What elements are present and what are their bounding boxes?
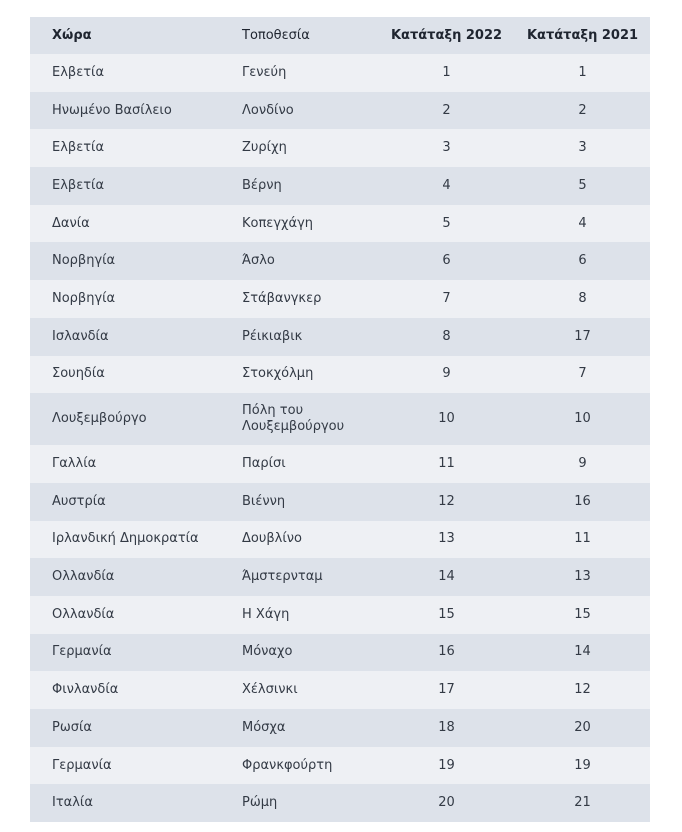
cell-rank-2021: 13 bbox=[574, 569, 591, 585]
cell-rank-2022: 7 bbox=[442, 290, 451, 306]
cell-location: Κοπεγχάγη bbox=[242, 215, 314, 231]
cell-rank-2022: 14 bbox=[438, 569, 455, 585]
cell-rank-2021: 2 bbox=[578, 102, 587, 118]
cell-country: Λουξεμβούργο bbox=[52, 411, 147, 427]
cell-country: Ολλανδία bbox=[52, 569, 115, 585]
cell-rank-2022: 17 bbox=[438, 682, 455, 698]
cell-rank-2022: 4 bbox=[442, 177, 451, 193]
table-body bbox=[30, 54, 650, 822]
cell-rank-2022: 20 bbox=[438, 795, 455, 811]
cell-location: Χέλσινκι bbox=[242, 682, 298, 698]
cell-location: Ρώμη bbox=[242, 795, 278, 811]
cell-rank-2021: 14 bbox=[574, 644, 591, 660]
cell-country: Γερμανία bbox=[52, 644, 112, 660]
cell-rank-2022: 8 bbox=[442, 328, 451, 344]
table-row bbox=[30, 634, 650, 672]
cell-rank-2021: 5 bbox=[578, 177, 587, 193]
table-row bbox=[30, 596, 650, 634]
table-row bbox=[30, 54, 650, 92]
cell-country: Ελβετία bbox=[52, 64, 105, 80]
cell-rank-2022: 15 bbox=[438, 606, 455, 622]
cell-country: Ελβετία bbox=[52, 177, 105, 193]
cell-rank-2022: 3 bbox=[442, 140, 451, 156]
rankings-table bbox=[30, 17, 650, 822]
table-row bbox=[30, 205, 650, 243]
header-rank-2021: Κατάταξη 2021 bbox=[526, 27, 639, 43]
cell-rank-2022: 10 bbox=[438, 411, 455, 427]
table-row bbox=[30, 356, 650, 394]
cell-location: Άμστερνταμ bbox=[242, 569, 323, 585]
table-row bbox=[30, 483, 650, 521]
table-row bbox=[30, 558, 650, 596]
cell-location: Πόλη του Λουξεμβούργου bbox=[242, 403, 345, 435]
cell-rank-2021: 19 bbox=[574, 757, 591, 773]
cell-rank-2021: 16 bbox=[574, 493, 591, 509]
cell-rank-2022: 2 bbox=[442, 102, 451, 118]
cell-rank-2022: 19 bbox=[438, 757, 455, 773]
table-row bbox=[30, 671, 650, 709]
cell-country: Ιρλανδική Δημοκρατία bbox=[52, 531, 199, 547]
cell-rank-2021: 11 bbox=[574, 531, 591, 547]
header-rank-2022: Κατάταξη 2022 bbox=[390, 27, 503, 43]
cell-country: Νορβηγία bbox=[52, 290, 116, 306]
cell-rank-2022: 9 bbox=[442, 366, 451, 382]
cell-country: Ελβετία bbox=[52, 140, 105, 156]
cell-rank-2022: 18 bbox=[438, 719, 455, 735]
cell-location: Δουβλίνο bbox=[242, 531, 302, 547]
cell-rank-2021: 3 bbox=[578, 140, 587, 156]
cell-location: Φρανκφούρτη bbox=[242, 757, 333, 773]
cell-location: Μόσχα bbox=[242, 719, 286, 735]
table-row bbox=[30, 445, 650, 483]
cell-rank-2021: 1 bbox=[578, 64, 587, 80]
cell-location: Ζυρίχη bbox=[242, 140, 287, 156]
table-row bbox=[30, 167, 650, 205]
cell-rank-2022: 1 bbox=[442, 64, 451, 80]
cell-rank-2022: 16 bbox=[438, 644, 455, 660]
cell-country: Φινλανδία bbox=[52, 682, 119, 698]
table-row bbox=[30, 784, 650, 822]
table-header-row bbox=[30, 17, 650, 54]
cell-rank-2021: 15 bbox=[574, 606, 591, 622]
cell-country: Γαλλία bbox=[52, 456, 97, 472]
cell-country: Σουηδία bbox=[52, 366, 105, 382]
table-row bbox=[30, 709, 650, 747]
cell-country: Αυστρία bbox=[52, 493, 106, 509]
cell-location: Στάβανγκερ bbox=[242, 290, 322, 306]
cell-rank-2021: 20 bbox=[574, 719, 591, 735]
cell-rank-2021: 12 bbox=[574, 682, 591, 698]
table-row bbox=[30, 318, 650, 356]
cell-location: Λονδίνο bbox=[242, 102, 294, 118]
cell-location: Άσλο bbox=[242, 253, 275, 269]
cell-location: Στοκχόλμη bbox=[242, 366, 314, 382]
cell-location: Ρέικιαβικ bbox=[242, 328, 303, 344]
cell-location: Η Χάγη bbox=[242, 606, 290, 622]
cell-country: Ολλανδία bbox=[52, 606, 115, 622]
table-row bbox=[30, 92, 650, 130]
cell-rank-2021: 6 bbox=[578, 253, 587, 269]
cell-location: Γενεύη bbox=[242, 64, 287, 80]
cell-rank-2021: 21 bbox=[574, 795, 591, 811]
cell-country: Ιταλία bbox=[52, 795, 93, 811]
cell-rank-2022: 6 bbox=[442, 253, 451, 269]
cell-location: Βέρνη bbox=[242, 177, 282, 193]
table-row bbox=[30, 521, 650, 559]
cell-rank-2022: 12 bbox=[438, 493, 455, 509]
cell-rank-2021: 9 bbox=[578, 456, 587, 472]
rankings-table-container bbox=[30, 17, 650, 822]
cell-country: Ηνωμένο Βασίλειο bbox=[52, 102, 172, 118]
cell-rank-2021: 4 bbox=[578, 215, 587, 231]
cell-rank-2022: 5 bbox=[442, 215, 451, 231]
cell-rank-2022: 11 bbox=[438, 456, 455, 472]
cell-location: Μόναχο bbox=[242, 644, 293, 660]
cell-rank-2021: 10 bbox=[574, 411, 591, 427]
table-row bbox=[30, 747, 650, 785]
cell-rank-2021: 7 bbox=[578, 366, 587, 382]
cell-rank-2021: 17 bbox=[574, 328, 591, 344]
cell-rank-2022: 13 bbox=[438, 531, 455, 547]
table-row bbox=[30, 129, 650, 167]
cell-country: Ισλανδία bbox=[52, 328, 109, 344]
cell-country: Δανία bbox=[52, 215, 90, 231]
header-country: Χώρα bbox=[52, 27, 92, 43]
cell-rank-2021: 8 bbox=[578, 290, 587, 306]
cell-country: Νορβηγία bbox=[52, 253, 116, 269]
cell-country: Γερμανία bbox=[52, 757, 112, 773]
cell-location: Παρίσι bbox=[242, 456, 286, 472]
cell-country: Ρωσία bbox=[52, 719, 92, 735]
header-location: Τοποθεσία bbox=[242, 27, 310, 43]
table-row bbox=[30, 242, 650, 280]
cell-location: Βιέννη bbox=[242, 493, 286, 509]
table-row bbox=[30, 280, 650, 318]
table-row bbox=[30, 393, 650, 445]
